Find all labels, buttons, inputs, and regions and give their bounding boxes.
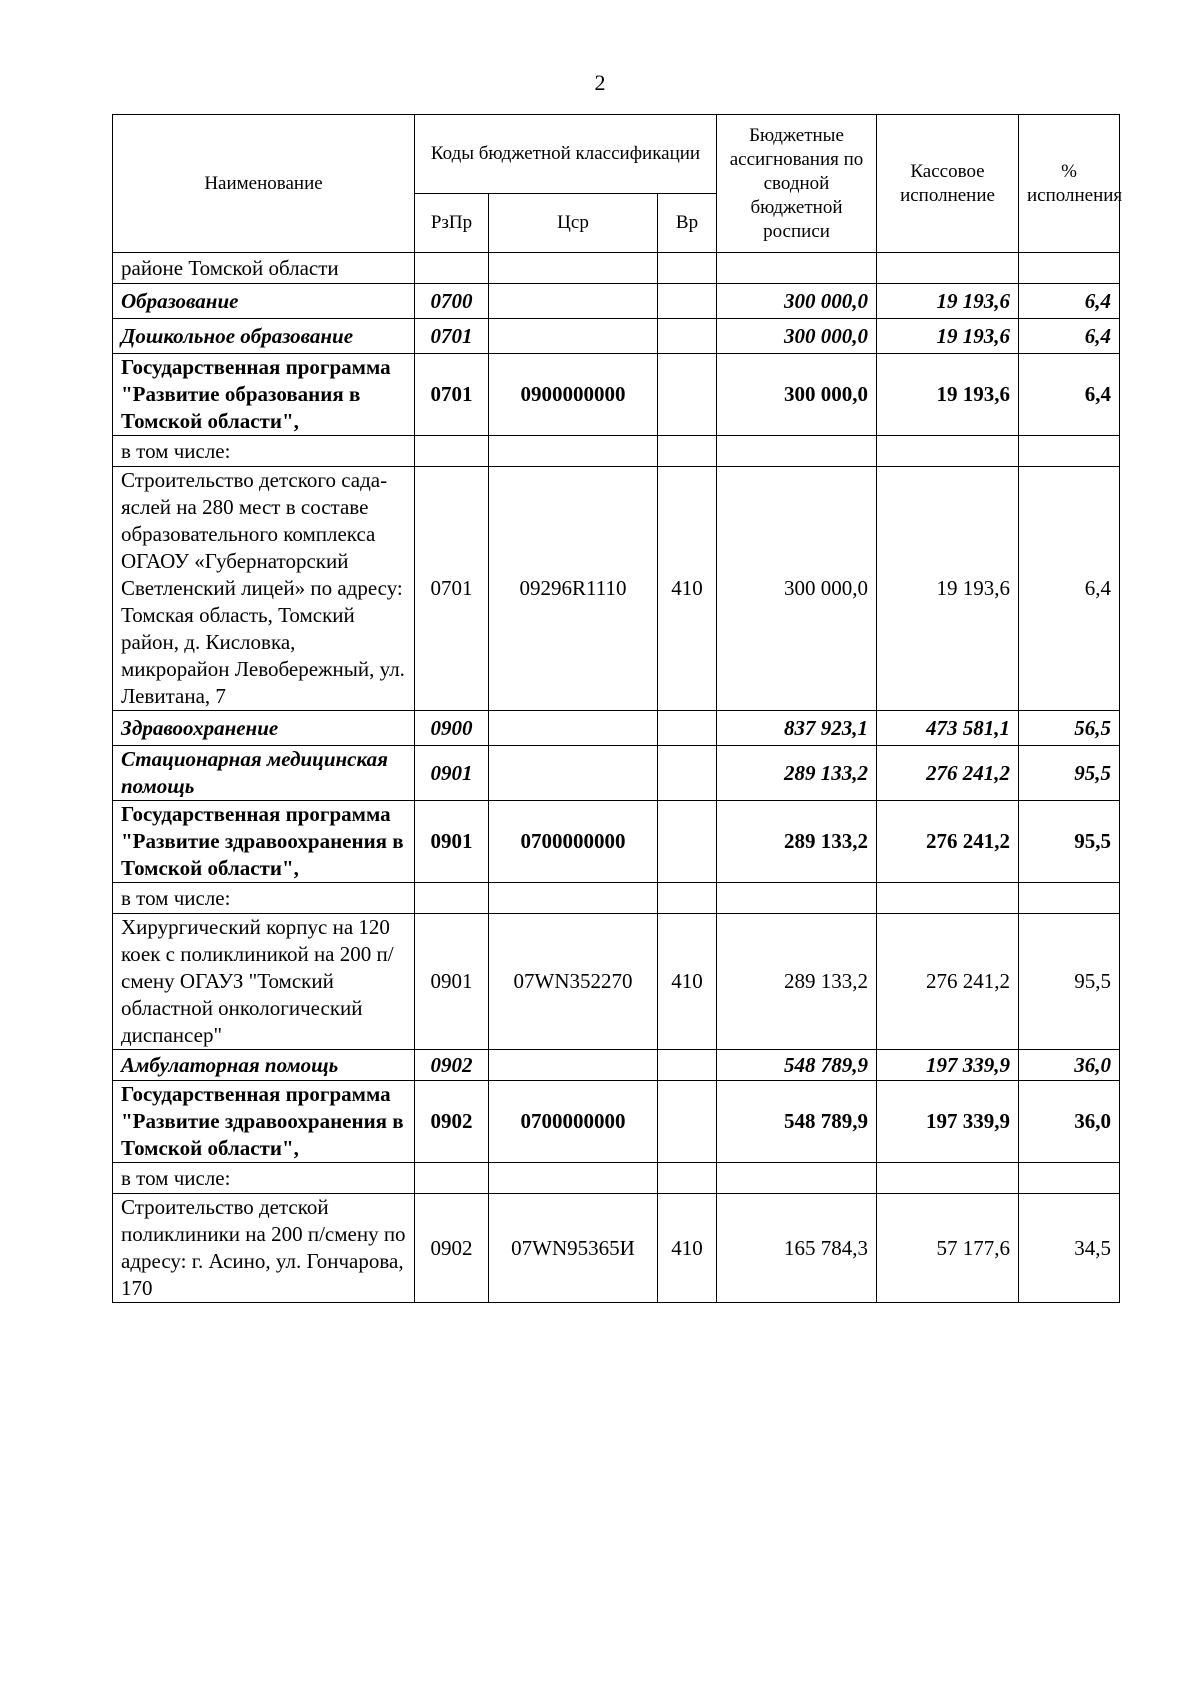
row-rzpr: 0701 [415,467,489,711]
table-row [113,801,1120,883]
row-plan: 300 000,0 [717,467,877,711]
row-cash [877,253,1019,284]
row-rzpr: 0902 [415,1081,489,1163]
table-row [113,354,1120,436]
row-name: в том числе: [113,1163,415,1194]
row-name: Дошкольное образование [113,319,415,354]
row-pct: 6,4 [1019,354,1120,436]
table-row [113,319,1120,354]
row-vr [658,883,717,914]
row-plan: 289 133,2 [717,746,877,801]
row-cash: 276 241,2 [877,801,1019,883]
row-vr: 410 [658,467,717,711]
row-vr [658,284,717,319]
row-csr: 0900000000 [489,354,658,436]
row-csr: 0700000000 [489,1081,658,1163]
row-vr [658,319,717,354]
row-name: Государственная программа "Развитие образования в Томской области", [113,354,415,436]
row-vr: 410 [658,914,717,1050]
header-appropriations: Бюджетные ассигнования по сводной бюджетной росписи [717,115,877,253]
row-name: Здравоохранение [113,711,415,746]
row-cash: 197 339,9 [877,1050,1019,1081]
row-rzpr [415,253,489,284]
row-plan [717,883,877,914]
row-pct: 56,5 [1019,711,1120,746]
row-plan: 289 133,2 [717,801,877,883]
row-cash: 19 193,6 [877,284,1019,319]
row-vr: 410 [658,1194,717,1303]
row-csr [489,883,658,914]
row-plan [717,253,877,284]
row-name: районе Томской области [113,253,415,284]
row-csr [489,1050,658,1081]
row-cash [877,436,1019,467]
row-pct: 95,5 [1019,914,1120,1050]
row-name: Образование [113,284,415,319]
row-rzpr: 0902 [415,1050,489,1081]
row-cash [877,1163,1019,1194]
row-csr [489,746,658,801]
row-name: Амбулаторная помощь [113,1050,415,1081]
row-rzpr: 0901 [415,914,489,1050]
row-pct: 95,5 [1019,746,1120,801]
row-plan [717,436,877,467]
table-row [113,711,1120,746]
row-name: Государственная программа "Развитие здравоохранения в Томской области", [113,1081,415,1163]
row-name: в том числе: [113,883,415,914]
header-codes: Коды бюджетной классификации [415,115,717,194]
row-csr [489,711,658,746]
row-plan: 300 000,0 [717,354,877,436]
header-name: Наименование [113,115,415,253]
row-rzpr: 0901 [415,801,489,883]
row-vr [658,354,717,436]
row-csr: 0700000000 [489,801,658,883]
row-name: Хирургический корпус на 120 коек с поликлиникой на 200 п/смену ОГАУЗ "Томский областной онкологический диспансер" [113,914,415,1050]
table-row [113,1163,1120,1194]
row-plan: 548 789,9 [717,1050,877,1081]
row-vr [658,711,717,746]
row-plan: 300 000,0 [717,284,877,319]
table-row [113,1194,1120,1303]
row-rzpr: 0902 [415,1194,489,1303]
header-vr: Вр [658,194,717,253]
row-rzpr: 0701 [415,354,489,436]
row-plan: 289 133,2 [717,914,877,1050]
row-pct [1019,253,1120,284]
row-pct: 6,4 [1019,319,1120,354]
row-csr [489,253,658,284]
row-rzpr: 0701 [415,319,489,354]
row-rzpr: 0901 [415,746,489,801]
row-csr [489,1163,658,1194]
row-csr: 07WN95365И [489,1194,658,1303]
row-pct [1019,436,1120,467]
row-rzpr: 0700 [415,284,489,319]
row-vr [658,1163,717,1194]
row-name: в том числе: [113,436,415,467]
row-csr: 07WN352270 [489,914,658,1050]
row-plan: 837 923,1 [717,711,877,746]
table-row [113,467,1120,711]
row-cash: 276 241,2 [877,746,1019,801]
row-cash: 19 193,6 [877,467,1019,711]
table-row [113,1081,1120,1163]
table-row [113,253,1120,284]
row-name: Строительство детского сада-яслей на 280 мест в составе образовательного комплекса ОГАОУ «Губернаторский Светленский лицей» по адресу: Томская область, Томский район, д. Кисловка, микрорайон Левобережный, ул. Левитана, 7 [113,467,415,711]
row-rzpr [415,1163,489,1194]
row-cash: 19 193,6 [877,319,1019,354]
table-row [113,746,1120,801]
row-rzpr [415,436,489,467]
row-vr [658,1081,717,1163]
row-pct [1019,1163,1120,1194]
table-row [113,914,1120,1050]
row-cash: 473 581,1 [877,711,1019,746]
budget-execution-table [112,114,1123,1303]
page-number: 2 [594,70,606,95]
row-rzpr: 0900 [415,711,489,746]
table-row [113,1050,1120,1081]
row-plan: 548 789,9 [717,1081,877,1163]
row-vr [658,801,717,883]
row-pct: 36,0 [1019,1081,1120,1163]
row-pct: 95,5 [1019,801,1120,883]
table-row [113,284,1120,319]
row-name: Строительство детской поликлиники на 200 п/смену по адресу: г. Асино, ул. Гончарова, 170 [113,1194,415,1303]
row-pct: 6,4 [1019,284,1120,319]
row-plan: 165 784,3 [717,1194,877,1303]
row-pct: 34,5 [1019,1194,1120,1303]
row-vr [658,1050,717,1081]
row-pct: 36,0 [1019,1050,1120,1081]
row-plan: 300 000,0 [717,319,877,354]
row-pct [1019,883,1120,914]
table-row [113,883,1120,914]
row-cash: 276 241,2 [877,914,1019,1050]
row-vr [658,253,717,284]
row-vr [658,436,717,467]
row-cash: 197 339,9 [877,1081,1019,1163]
row-csr [489,284,658,319]
row-name: Государственная программа "Развитие здравоохранения в Томской области", [113,801,415,883]
row-cash: 57 177,6 [877,1194,1019,1303]
row-cash: 19 193,6 [877,354,1019,436]
row-csr [489,436,658,467]
row-vr [658,746,717,801]
row-pct: 6,4 [1019,467,1120,711]
header-rzpr: РзПр [415,194,489,253]
header-cash: Кассовое исполнение [877,115,1019,253]
row-plan [717,1163,877,1194]
table-header-row [113,115,1120,194]
table-row [113,436,1120,467]
row-cash [877,883,1019,914]
header-csr: Цср [489,194,658,253]
row-rzpr [415,883,489,914]
header-percent: % исполнения [1019,115,1120,253]
row-name: Стационарная медицинская помощь [113,746,415,801]
row-csr [489,319,658,354]
row-csr: 09296R1110 [489,467,658,711]
